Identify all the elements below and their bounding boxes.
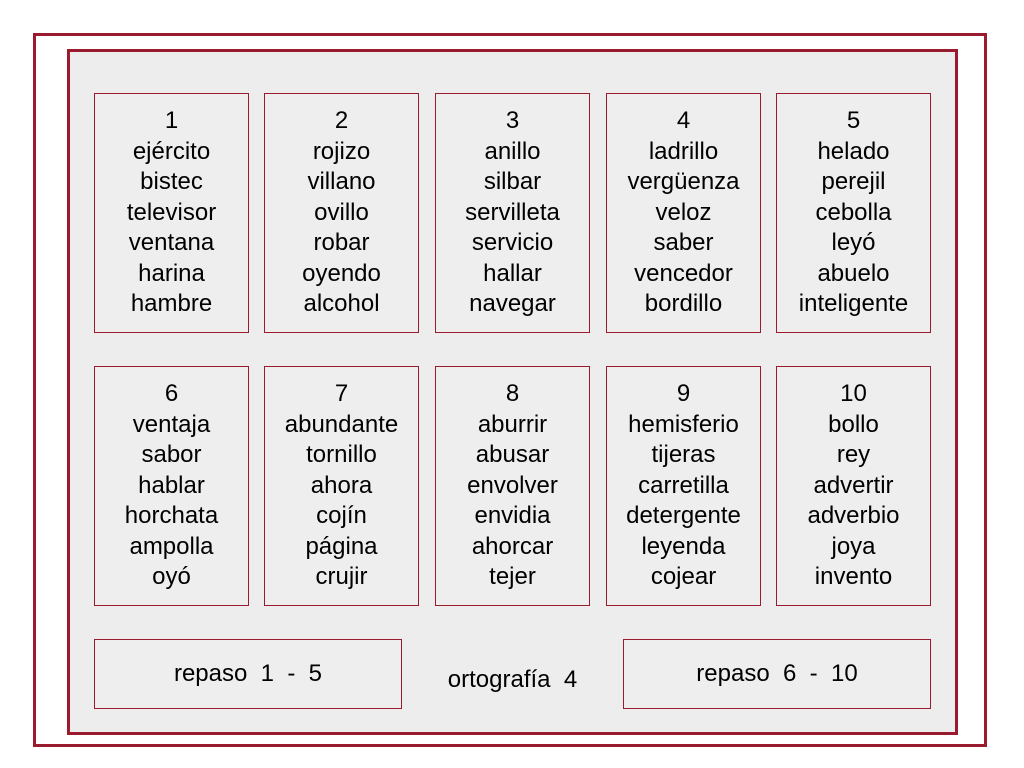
word: anillo xyxy=(484,137,541,165)
word: hallar xyxy=(483,259,542,287)
review-1-5-button[interactable]: repaso 1 - 5 xyxy=(94,639,402,709)
word: tornillo xyxy=(306,441,377,469)
word: ovillo xyxy=(314,198,369,226)
page-title: ortografía 4 xyxy=(447,666,578,693)
word: ampolla xyxy=(129,532,214,560)
word: servicio xyxy=(471,229,554,257)
word: bordillo xyxy=(644,290,723,318)
lesson-number: 10 xyxy=(840,379,867,407)
word: robar xyxy=(313,229,370,257)
word: cojín xyxy=(316,502,367,530)
word: harina xyxy=(138,259,205,287)
word: joya xyxy=(831,532,876,560)
lesson-card-2[interactable] xyxy=(264,93,419,333)
word: leyó xyxy=(831,229,876,257)
word: abusar xyxy=(475,441,550,469)
word: oyó xyxy=(152,563,191,591)
word: cebolla xyxy=(815,198,892,226)
lesson-number: 3 xyxy=(505,106,520,134)
word: hambre xyxy=(130,290,213,318)
word: vergüenza xyxy=(627,168,740,196)
word: inteligente xyxy=(798,290,909,318)
word: saber xyxy=(653,229,714,257)
word: veloz xyxy=(655,198,712,226)
lesson-number: 1 xyxy=(164,106,179,134)
word: leyenda xyxy=(641,532,726,560)
word: ladrillo xyxy=(648,137,719,165)
word: televisor xyxy=(126,198,217,226)
lesson-card-7[interactable] xyxy=(264,366,419,606)
word: ahorcar xyxy=(471,532,554,560)
word: ventana xyxy=(128,229,215,257)
word: rey xyxy=(836,441,871,469)
word: ahora xyxy=(310,471,373,499)
word: ejército xyxy=(132,137,211,165)
lesson-card-3[interactable] xyxy=(435,93,590,333)
word: invento xyxy=(814,563,893,591)
lesson-card-4[interactable] xyxy=(606,93,761,333)
lesson-number: 9 xyxy=(676,379,691,407)
word: aburrir xyxy=(477,410,548,438)
word: cojear xyxy=(650,563,717,591)
word: helado xyxy=(817,137,890,165)
word: ventaja xyxy=(132,410,211,438)
word: horchata xyxy=(124,502,219,530)
word: página xyxy=(305,532,378,560)
lesson-number: 6 xyxy=(164,379,179,407)
word: alcohol xyxy=(303,290,380,318)
word: oyendo xyxy=(302,259,381,287)
lesson-number: 5 xyxy=(846,106,861,134)
word: bistec xyxy=(140,168,203,196)
word: hablar xyxy=(138,471,205,499)
word: vencedor xyxy=(634,259,733,287)
word: villano xyxy=(307,168,376,196)
lesson-card-5[interactable] xyxy=(776,93,931,333)
word: bollo xyxy=(828,410,879,438)
word: abundante xyxy=(284,410,399,438)
lesson-number: 8 xyxy=(505,379,520,407)
lesson-card-6[interactable] xyxy=(94,366,249,606)
review-6-10-button[interactable]: repaso 6 - 10 xyxy=(623,639,931,709)
word: advertir xyxy=(813,471,894,499)
lesson-number: 7 xyxy=(334,379,349,407)
word: rojizo xyxy=(312,137,371,165)
word: navegar xyxy=(469,290,556,318)
word: perejil xyxy=(821,168,886,196)
lesson-card-9[interactable] xyxy=(606,366,761,606)
word: tejer xyxy=(489,563,536,591)
word: carretilla xyxy=(638,471,729,499)
word: sabor xyxy=(141,441,202,469)
word: detergente xyxy=(626,502,741,530)
word: adverbio xyxy=(807,502,900,530)
word: envolver xyxy=(467,471,558,499)
word: tijeras xyxy=(651,441,716,469)
word: abuelo xyxy=(817,259,890,287)
word: crujir xyxy=(315,563,368,591)
word: hemisferio xyxy=(628,410,739,438)
word: silbar xyxy=(483,168,542,196)
lesson-number: 4 xyxy=(676,106,691,134)
lesson-card-8[interactable] xyxy=(435,366,590,606)
lesson-card-10[interactable] xyxy=(776,366,931,606)
lesson-card-1[interactable] xyxy=(94,93,249,333)
word: servilleta xyxy=(465,198,560,226)
lesson-number: 2 xyxy=(334,106,349,134)
word: envidia xyxy=(474,502,551,530)
